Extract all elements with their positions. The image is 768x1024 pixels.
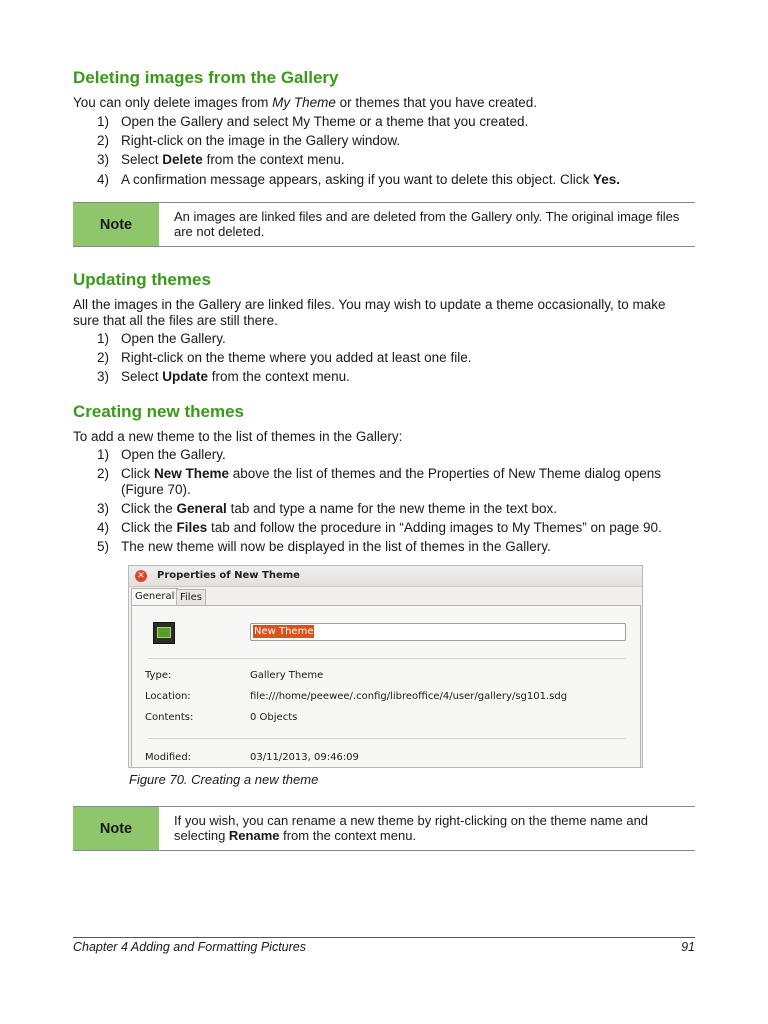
- text: A confirmation message appears, asking if you want to delete this object. Click: [121, 172, 593, 187]
- footer-chapter: Chapter 4 Adding and Formatting Pictures: [73, 940, 306, 954]
- figure-caption: Figure 70. Creating a new theme: [129, 772, 319, 787]
- text: Click: [121, 466, 154, 481]
- emphasis-text: My Theme: [272, 95, 336, 110]
- note-text: [159, 807, 695, 850]
- theme-thumbnail-icon: [153, 622, 175, 644]
- divider: [148, 658, 626, 659]
- note-label: Note: [73, 203, 159, 246]
- text: above the list of themes and the Properties of New Theme dialog opens (Figure 70).: [121, 466, 662, 497]
- list-number: 3): [97, 369, 110, 384]
- list-number: 3): [97, 152, 110, 167]
- modified-value: 03/11/2013, 09:46:09: [250, 752, 359, 763]
- divider: [148, 738, 626, 739]
- list-number: 2): [97, 133, 110, 148]
- note-box: [73, 202, 695, 247]
- list-number: 1): [97, 447, 110, 462]
- paragraph: To add a new theme to the list of themes in the Gallery:: [73, 429, 403, 444]
- text: Right-click on the theme where you added at least one file.: [121, 350, 472, 365]
- list-number: 2): [97, 350, 110, 365]
- footer-page-number: 91: [681, 940, 695, 954]
- text: Select: [121, 369, 163, 384]
- list-number: 4): [97, 172, 110, 187]
- text: Select: [121, 152, 163, 167]
- text: or themes that you have created.: [335, 95, 538, 110]
- list-number: 2): [97, 466, 110, 481]
- list-number: 5): [97, 539, 110, 554]
- theme-name-value: New Theme: [254, 626, 314, 637]
- bold-text: Yes.: [593, 172, 621, 187]
- note-text: An images are linked files and are deleted from the Gallery only. The original image files are not deleted.: [174, 209, 680, 239]
- text: Open the Gallery and select My Theme or a theme that you created.: [121, 114, 529, 129]
- heading-updating-themes: Updating themes: [73, 270, 211, 289]
- bold-text: Rename: [228, 828, 280, 843]
- text: If you wish, you can rename a new theme by right-clicking on the theme name and selecting: [174, 813, 649, 843]
- footer-divider: [73, 937, 695, 938]
- text: Right-click on the image in the Gallery window.: [121, 133, 401, 148]
- list-number: 4): [97, 520, 110, 535]
- text: Click the: [121, 501, 177, 516]
- list-number: 1): [97, 114, 110, 129]
- paragraph: [73, 95, 695, 111]
- text: The new theme will now be displayed in the list of themes in the Gallery.: [121, 539, 551, 554]
- note-label: Note: [73, 807, 159, 850]
- location-label: Location:: [145, 691, 191, 702]
- heading-deleting-images: Deleting images from the Gallery: [73, 68, 339, 87]
- theme-name-input[interactable]: [250, 623, 626, 641]
- bold-text: General: [176, 501, 227, 516]
- bold-text: New Theme: [154, 466, 230, 481]
- text: from the context menu.: [202, 152, 345, 167]
- modified-label: Modified:: [145, 752, 192, 763]
- close-icon[interactable]: ✕: [135, 570, 147, 582]
- properties-dialog: [128, 565, 643, 768]
- paragraph: All the images in the Gallery are linked files. You may wish to update a theme occasionally, to make sure that all the files are still there.: [73, 297, 666, 328]
- general-panel: [131, 605, 641, 768]
- dialog-titlebar: [129, 566, 642, 587]
- dialog-title: Properties of New Theme: [157, 570, 300, 581]
- text: tab and type a name for the new theme in the text box.: [226, 501, 558, 516]
- text: from the context menu.: [208, 369, 350, 384]
- text: Open the Gallery.: [121, 331, 226, 346]
- bold-text: Update: [162, 369, 209, 384]
- text: Click the: [121, 520, 177, 535]
- contents-value: 0 Objects: [250, 712, 298, 723]
- tab-general[interactable]: General: [131, 588, 178, 606]
- text: You can only delete images from: [73, 95, 273, 110]
- list-number: 3): [97, 501, 110, 516]
- type-value: Gallery Theme: [250, 670, 324, 681]
- contents-label: Contents:: [145, 712, 194, 723]
- note-box: [73, 806, 695, 851]
- list-number: 1): [97, 331, 110, 346]
- type-label: Type:: [145, 670, 172, 681]
- heading-creating-new-themes: Creating new themes: [73, 402, 244, 421]
- bold-text: Files: [176, 520, 208, 535]
- bold-text: Delete: [162, 152, 203, 167]
- text: from the context menu.: [279, 828, 417, 843]
- tab-files[interactable]: Files: [176, 589, 206, 606]
- location-value: file:///home/peewee/.config/libreoffice/4/user/gallery/sg101.sdg: [250, 691, 568, 702]
- text: tab and follow the procedure in “Adding images to My Themes” on page 90.: [207, 520, 662, 535]
- text: Open the Gallery.: [121, 447, 226, 462]
